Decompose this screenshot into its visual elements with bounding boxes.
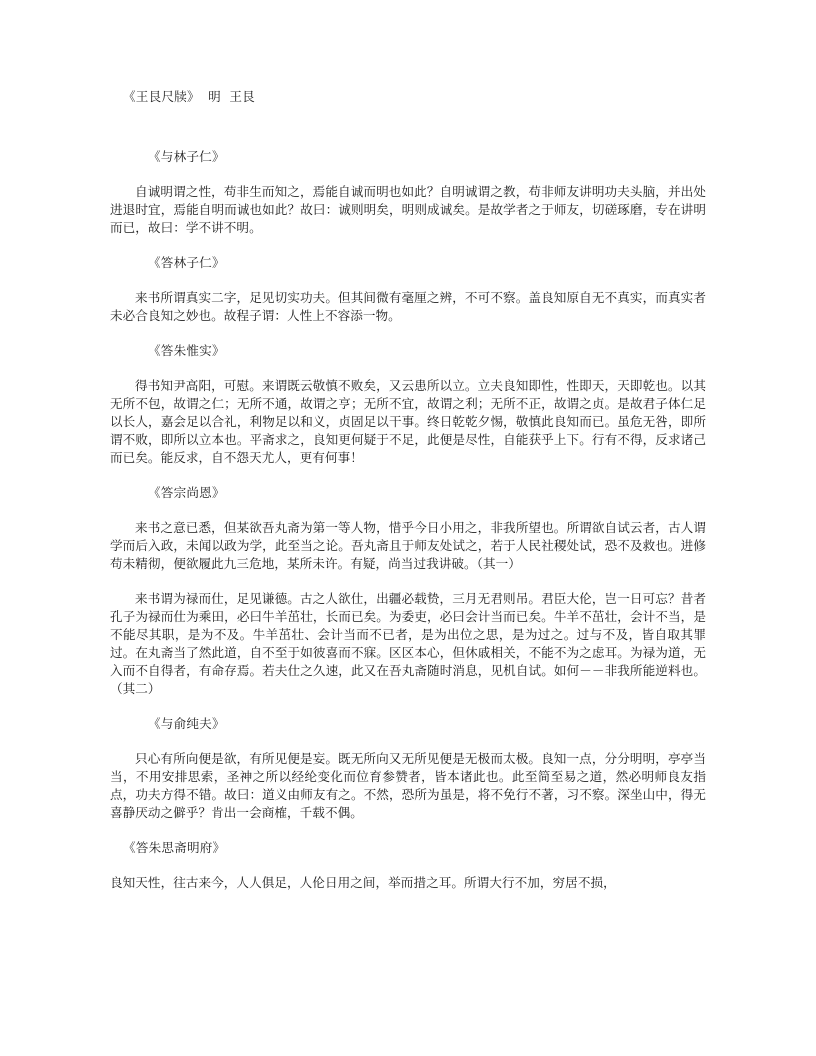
section-gap bbox=[110, 698, 706, 715]
heading-gap bbox=[110, 272, 706, 289]
section-gap bbox=[110, 237, 706, 254]
paragraph: 只心有所向便是欲，有所见便是妄。既无所向又无所见便是无极而太极。良知一点，分分明明，亭亭当当，不用安排思索，圣神之所以经纶变化而位育参赞者，皆本诸此也。此至简至易之道，然必明师良友指点，功夫方得不错。故曰：道义由师友有之。不然，恐所为虽是，将不免行不著，习不察。深坐山中，得无喜静厌动之僻乎？肯出一会商榷，千载不偶。 bbox=[110, 751, 706, 820]
section-gap bbox=[110, 467, 706, 484]
document-title: 《王艮尺牍》 明 王艮 bbox=[123, 89, 255, 104]
paragraph: 来书所谓真实二字，足见切实功夫。但其间微有毫厘之辨，不可不察。盖良知原自无不真实，而真实者未必合良知之妙也。故程子谓：人性上不容添一物。 bbox=[110, 290, 706, 323]
section-yu-linziren bbox=[110, 148, 706, 237]
paragraph: 自诚明谓之性，苟非生而知之，焉能自诚而明也如此？自明诚谓之教，苟非师友讲明功夫头脑，并出处进退时宜，焉能自明而诚也如此？故曰：诚则明矣，明则成诚矣。是故学者之于师友，切磋琢磨，专在讲明而已，故曰：学不讲不明。 bbox=[110, 184, 706, 235]
document-content bbox=[110, 88, 706, 892]
section-heading: 《答宗尚恩》 bbox=[148, 485, 225, 500]
section-heading: 《答林子仁》 bbox=[148, 255, 225, 270]
section-heading: 《与林子仁》 bbox=[148, 149, 225, 164]
section-gap bbox=[110, 325, 706, 342]
section-heading: 《与俞纯夫》 bbox=[148, 716, 225, 731]
paragraph: 来书谓为禄而仕，足见谦德。古之人欲仕，出疆必载贽，三月无君则吊。君臣大伦，岂一日可忘？昔者孔子为禄而仕为乘田，必曰牛羊茁壮，长而已矣。为委吏，必曰会计当而已矣。牛羊不茁壮，会计不当，是不能尽其职，是为不及。牛羊茁壮、会计当而不已者，是为出位之思，是为过之。过与不及，皆自取其罪过。在丸斋当了然此道，自不至于如彼喜而不寐。区区本心，但休戚相关，不能不为之虑耳。为禄为道，无入而不自得者，有命存焉。若夫仕之久速，此又在吾丸斋随时消息，见机自试。如何－－非我所能逆料也。（其二） bbox=[110, 591, 706, 696]
section-da-zhusizhaimingfu bbox=[110, 839, 706, 892]
section-da-zongshangen bbox=[110, 484, 706, 698]
paragraph: 来书之意已悉，但某欲吾丸斋为第一等人物，惜乎今日小用之，非我所望也。所谓欲自试云者，古人谓学而后入政，未闻以政为学，此至当之论。吾丸斋且于师友处试之，若于人民社稷处试，恐不及救也。进修苟未精彻，便欲履此九三危地，某所未许。有疑，尚当过我讲破。（其一） bbox=[110, 520, 706, 571]
section-gap bbox=[110, 822, 706, 839]
paragraph-gap bbox=[110, 573, 706, 590]
paragraph: 良知天性，往古来今，人人俱足，人伦日用之间，举而措之耳。所谓大行不加，穷居不损， bbox=[110, 875, 616, 890]
heading-gap bbox=[110, 857, 706, 874]
section-heading: 《答朱惟实》 bbox=[148, 343, 225, 358]
heading-gap bbox=[110, 166, 706, 183]
section-da-linziren bbox=[110, 254, 706, 325]
paragraph: 得书知尹高阳，可慰。来谓既云敬慎不败矣，又云患所以立。立夫良知即性，性即天，天即乾也。以其无所不包，故谓之仁；无所不通，故谓之亨；无所不宜，故谓之利；无所不正，故谓之贞。是故君子体仁足以长人，嘉会足以合礼，利物足以和义，贞固足以干事。终日乾乾夕惕，敬慎此良知而已。虽危无咎，即所谓不败，即所以立本也。平斋求之，良知更何疑于不足，此便是尽性，自能获乎上下。行有不得，反求诸己而已矣。能反求，自不怨天尤人，更有何事！ bbox=[110, 378, 706, 465]
title-spacer bbox=[110, 106, 706, 148]
section-heading: 《答朱思斋明府》 bbox=[123, 840, 226, 855]
section-yu-yuchunfu bbox=[110, 715, 706, 822]
heading-gap bbox=[110, 733, 706, 750]
heading-gap bbox=[110, 502, 706, 519]
section-da-zhuweishi bbox=[110, 342, 706, 467]
heading-gap bbox=[110, 360, 706, 377]
